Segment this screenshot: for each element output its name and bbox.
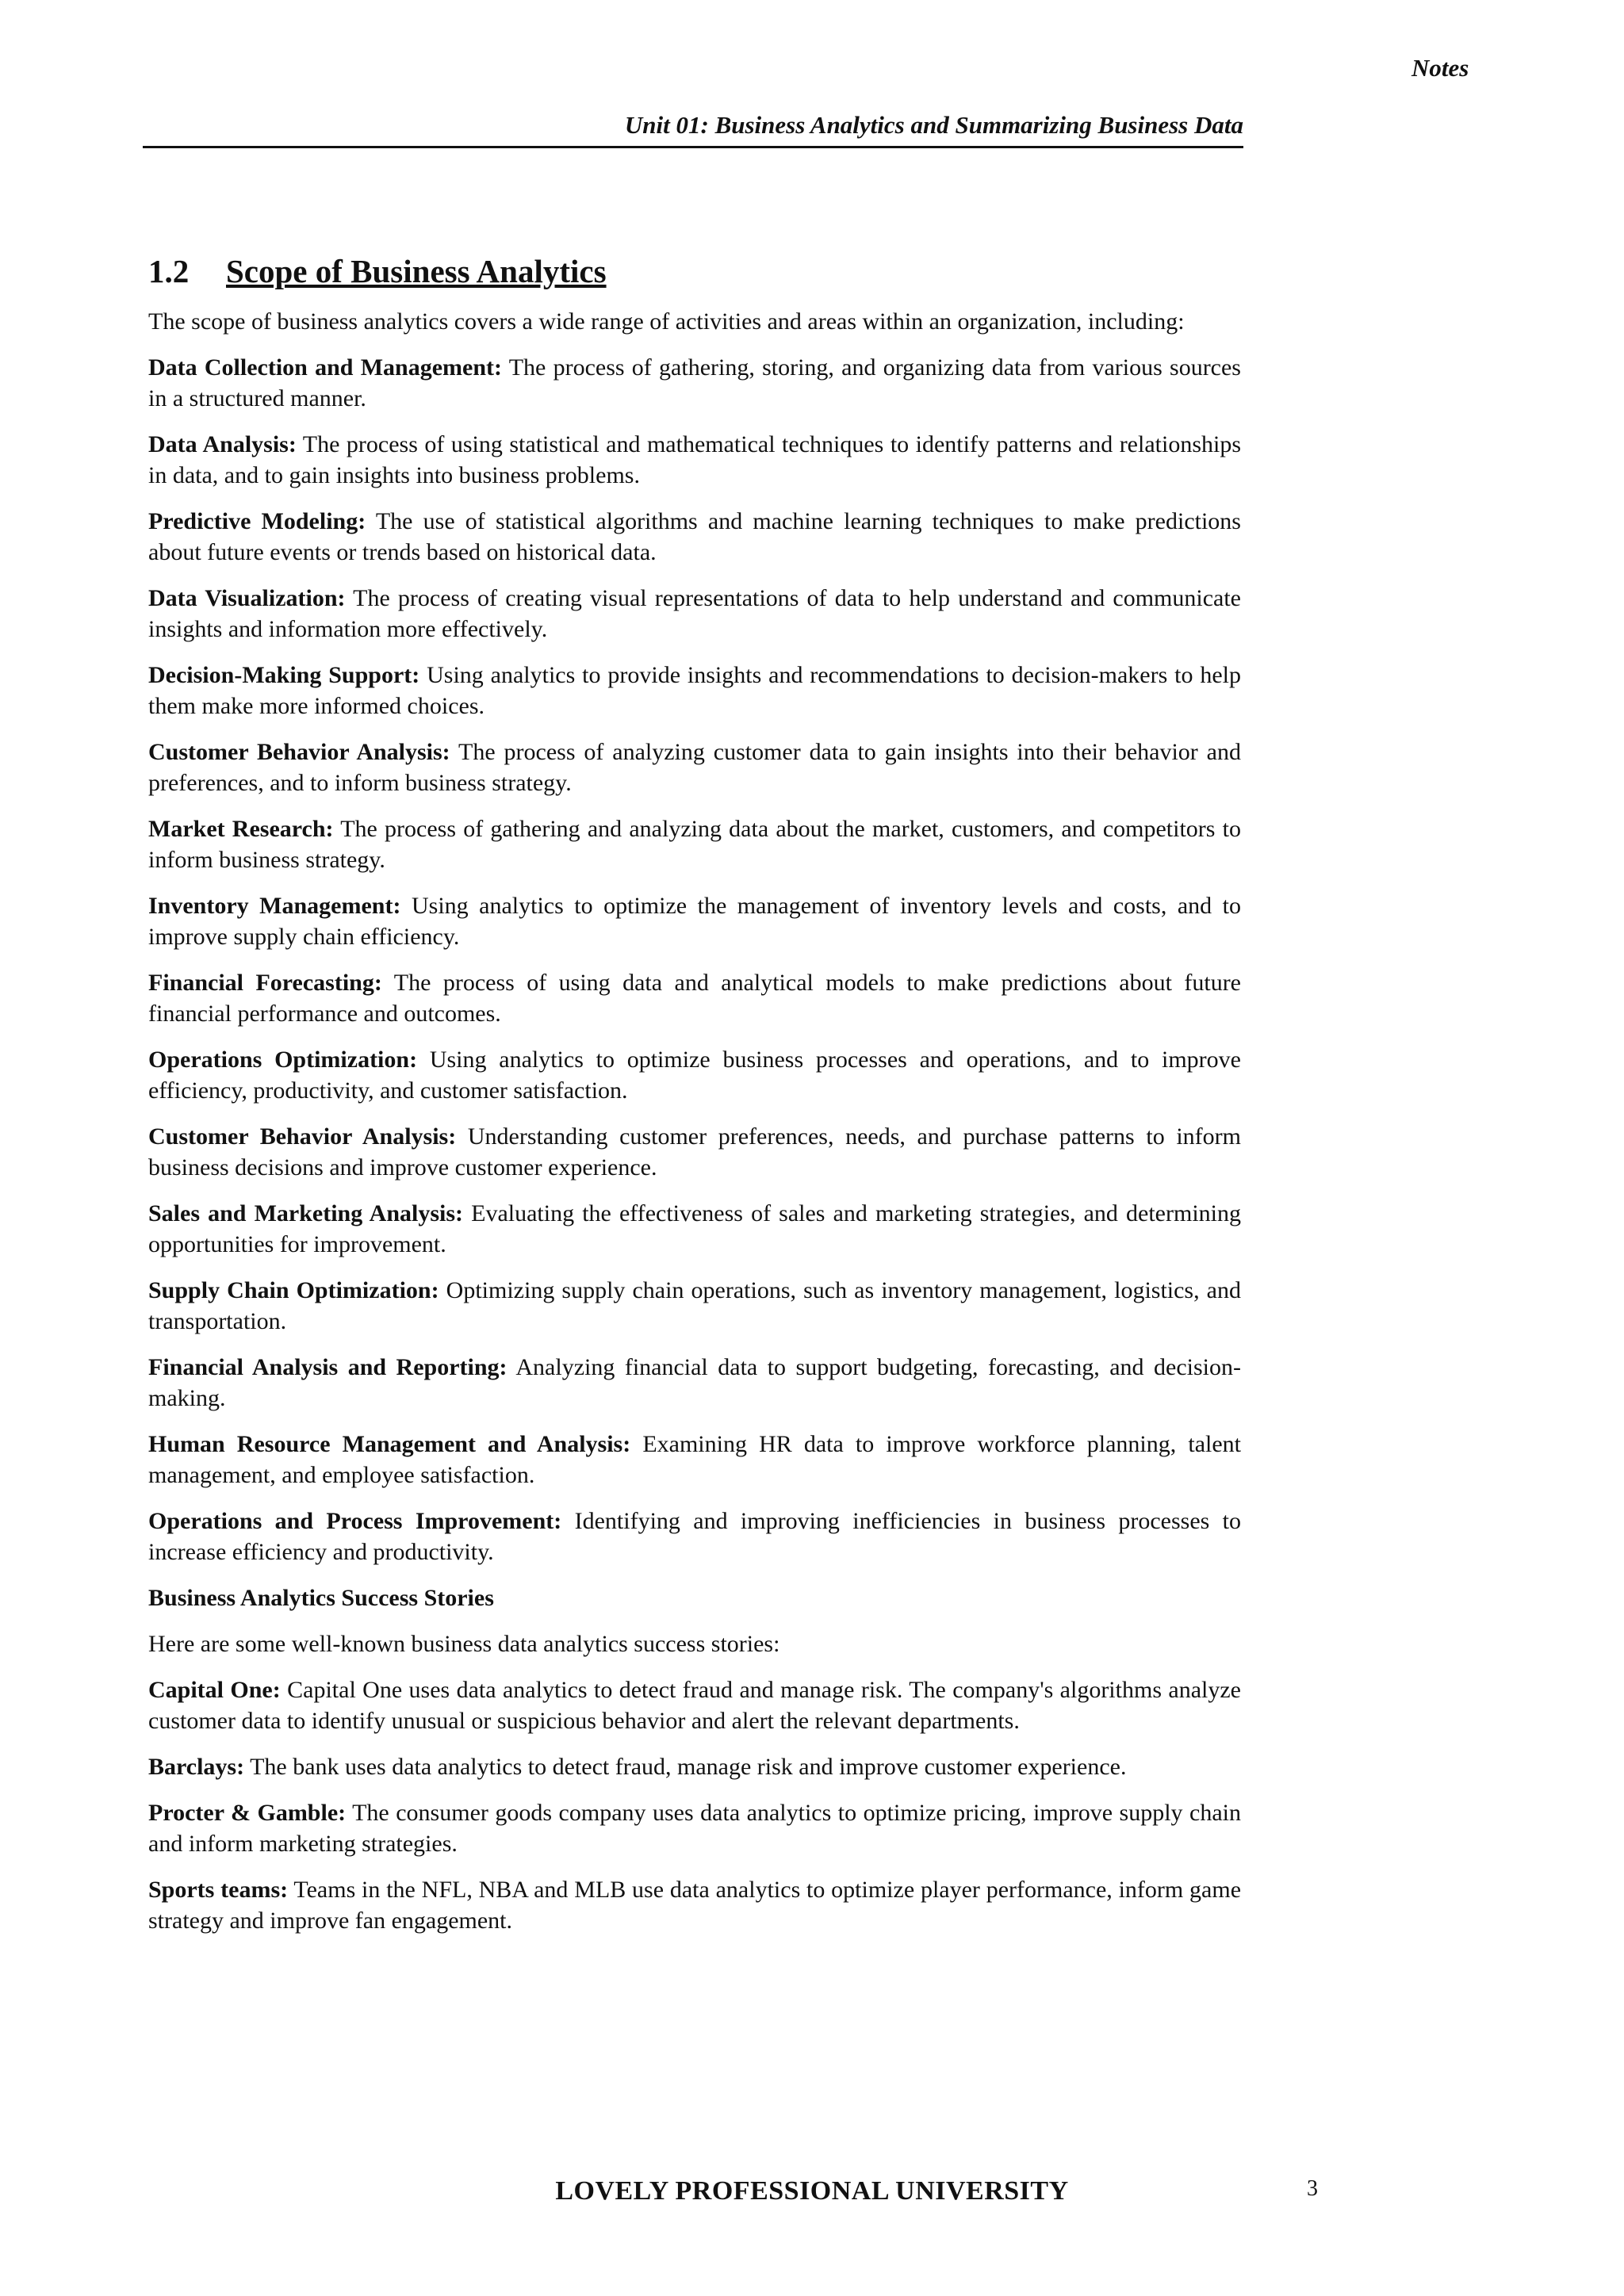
- scope-item-text: Understanding customer preferences, needs, and purchase patterns to inform business decisions and improve customer experience.: [148, 1123, 1241, 1181]
- scope-item-term: Market Research:: [148, 816, 334, 842]
- scope-item-term: Predictive Modeling:: [148, 508, 366, 534]
- scope-item-term: Operations Optimization:: [148, 1047, 418, 1073]
- scope-item-term: Data Analysis:: [148, 431, 297, 457]
- success-story-item: [148, 1797, 1241, 1859]
- success-stories-list: [148, 1674, 1241, 1936]
- scope-item-text: Using analytics to optimize business processes and operations, and to improve efficiency, productivity, and customer satisfaction.: [148, 1047, 1241, 1104]
- section-number: 1.2: [148, 253, 190, 289]
- success-story-term: Barclays:: [148, 1754, 245, 1780]
- scope-item: [148, 1275, 1241, 1337]
- scope-item-text: Optimizing supply chain operations, such as inventory management, logistics, and transportation.: [148, 1277, 1242, 1334]
- unit-header: Unit 01: Business Analytics and Summarizing Business Data: [143, 111, 1243, 148]
- scope-item: [148, 813, 1241, 875]
- scope-item: [148, 583, 1241, 645]
- success-story-text: Teams in the NFL, NBA and MLB use data analytics to optimize player performance, inform game strategy and improve fan engagement.: [148, 1877, 1242, 1934]
- scope-item-text: Using analytics to provide insights and recommendations to decision-makers to help them make more informed choices.: [148, 662, 1241, 719]
- success-stories-heading: Business Analytics Success Stories: [148, 1585, 494, 1611]
- scope-item-text: The process of creating visual representations of data to help understand and communicate insights and information more effectively.: [148, 585, 1241, 642]
- scope-item-term: Inventory Management:: [148, 893, 401, 919]
- scope-item: [148, 1044, 1241, 1106]
- scope-item: [148, 506, 1241, 568]
- scope-item-term: Customer Behavior Analysis:: [148, 739, 450, 765]
- scope-item-term: Operations and Process Improvement:: [148, 1508, 562, 1534]
- scope-item-text: The process of analyzing customer data to gain insights into their behavior and preferences, and to inform business strategy.: [148, 739, 1241, 796]
- scope-item: [148, 967, 1241, 1029]
- scope-item-text: Using analytics to optimize the management of inventory levels and costs, and to improve supply chain efficiency.: [148, 893, 1242, 950]
- success-story-text: Capital One uses data analytics to detect fraud and manage risk. The company's algorithms analyze customer data to identify unusual or suspicious behavior and alert the relevant departments.: [148, 1677, 1241, 1734]
- scope-item-term: Supply Chain Optimization:: [148, 1277, 439, 1303]
- success-story-term: Procter & Gamble:: [148, 1800, 347, 1826]
- scope-item: [148, 890, 1241, 952]
- notes-label: Notes: [1411, 54, 1469, 82]
- intro-paragraph: The scope of business analytics covers a wide range of activities and areas within an organization, including:: [148, 308, 1185, 335]
- scope-item: [148, 1121, 1241, 1183]
- scope-item-text: Evaluating the effectiveness of sales and marketing strategies, and determining opportunities for improvement.: [148, 1200, 1241, 1257]
- scope-item: [148, 737, 1241, 798]
- section-title: Scope of Business Analytics: [226, 253, 607, 289]
- scope-item-text: Identifying and improving inefficiencies in business processes to increase efficiency and productivity.: [148, 1508, 1241, 1565]
- scope-item: [148, 660, 1241, 721]
- scope-item-term: Customer Behavior Analysis:: [148, 1123, 457, 1150]
- scope-item-text: The process of using statistical and mathematical techniques to identify patterns and relationships in data, and to gain insights into business problems.: [148, 431, 1242, 488]
- success-story-item: [148, 1751, 1241, 1782]
- success-story-term: Sports teams:: [148, 1877, 289, 1903]
- scope-item: [148, 352, 1241, 414]
- scope-item-term: Human Resource Management and Analysis:: [148, 1431, 631, 1457]
- scope-item-term: Sales and Marketing Analysis:: [148, 1200, 464, 1226]
- scope-item: [148, 1352, 1241, 1414]
- success-story-item: [148, 1874, 1241, 1936]
- footer-university: LOVELY PROFESSIONAL UNIVERSITY: [555, 2176, 1069, 2206]
- success-stories-intro: Here are some well-known business data analytics success stories:: [148, 1631, 780, 1657]
- scope-item-term: Data Visualization:: [148, 585, 346, 611]
- scope-item: [148, 429, 1241, 491]
- page-content: [148, 252, 1241, 1951]
- scope-item-text: Examining HR data to improve workforce planning, talent management, and employee satisfaction.: [148, 1431, 1242, 1488]
- scope-item-text: The process of using data and analytical models to make predictions about future financial performance and outcomes.: [148, 970, 1241, 1027]
- scope-item-term: Decision-Making Support:: [148, 662, 420, 688]
- scope-item-text: The use of statistical algorithms and machine learning techniques to make predictions about future events or trends based on historical data.: [148, 508, 1241, 565]
- scope-item-term: Financial Forecasting:: [148, 970, 382, 996]
- scope-item: [148, 1429, 1241, 1490]
- scope-item-text: Analyzing financial data to support budgeting, forecasting, and decision-making.: [148, 1354, 1242, 1411]
- success-story-item: [148, 1674, 1241, 1736]
- section-heading: [148, 252, 1241, 290]
- success-story-term: Capital One:: [148, 1677, 281, 1703]
- scope-item-text: The process of gathering and analyzing data about the market, customers, and competitors to inform business strategy.: [148, 816, 1241, 873]
- scope-item-text: The process of gathering, storing, and organizing data from various sources in a structured manner.: [148, 354, 1241, 411]
- scope-item: [148, 1198, 1241, 1260]
- success-story-text: The bank uses data analytics to detect fraud, manage risk and improve customer experience.: [244, 1754, 1127, 1780]
- scope-item-term: Data Collection and Management:: [148, 354, 503, 381]
- scope-item-term: Financial Analysis and Reporting:: [148, 1354, 508, 1380]
- scope-item: [148, 1506, 1241, 1567]
- success-story-text: The consumer goods company uses data analytics to optimize pricing, improve supply chain and inform marketing strategies.: [148, 1800, 1241, 1857]
- page-number: 3: [1307, 2176, 1318, 2201]
- scope-list: [148, 352, 1241, 1567]
